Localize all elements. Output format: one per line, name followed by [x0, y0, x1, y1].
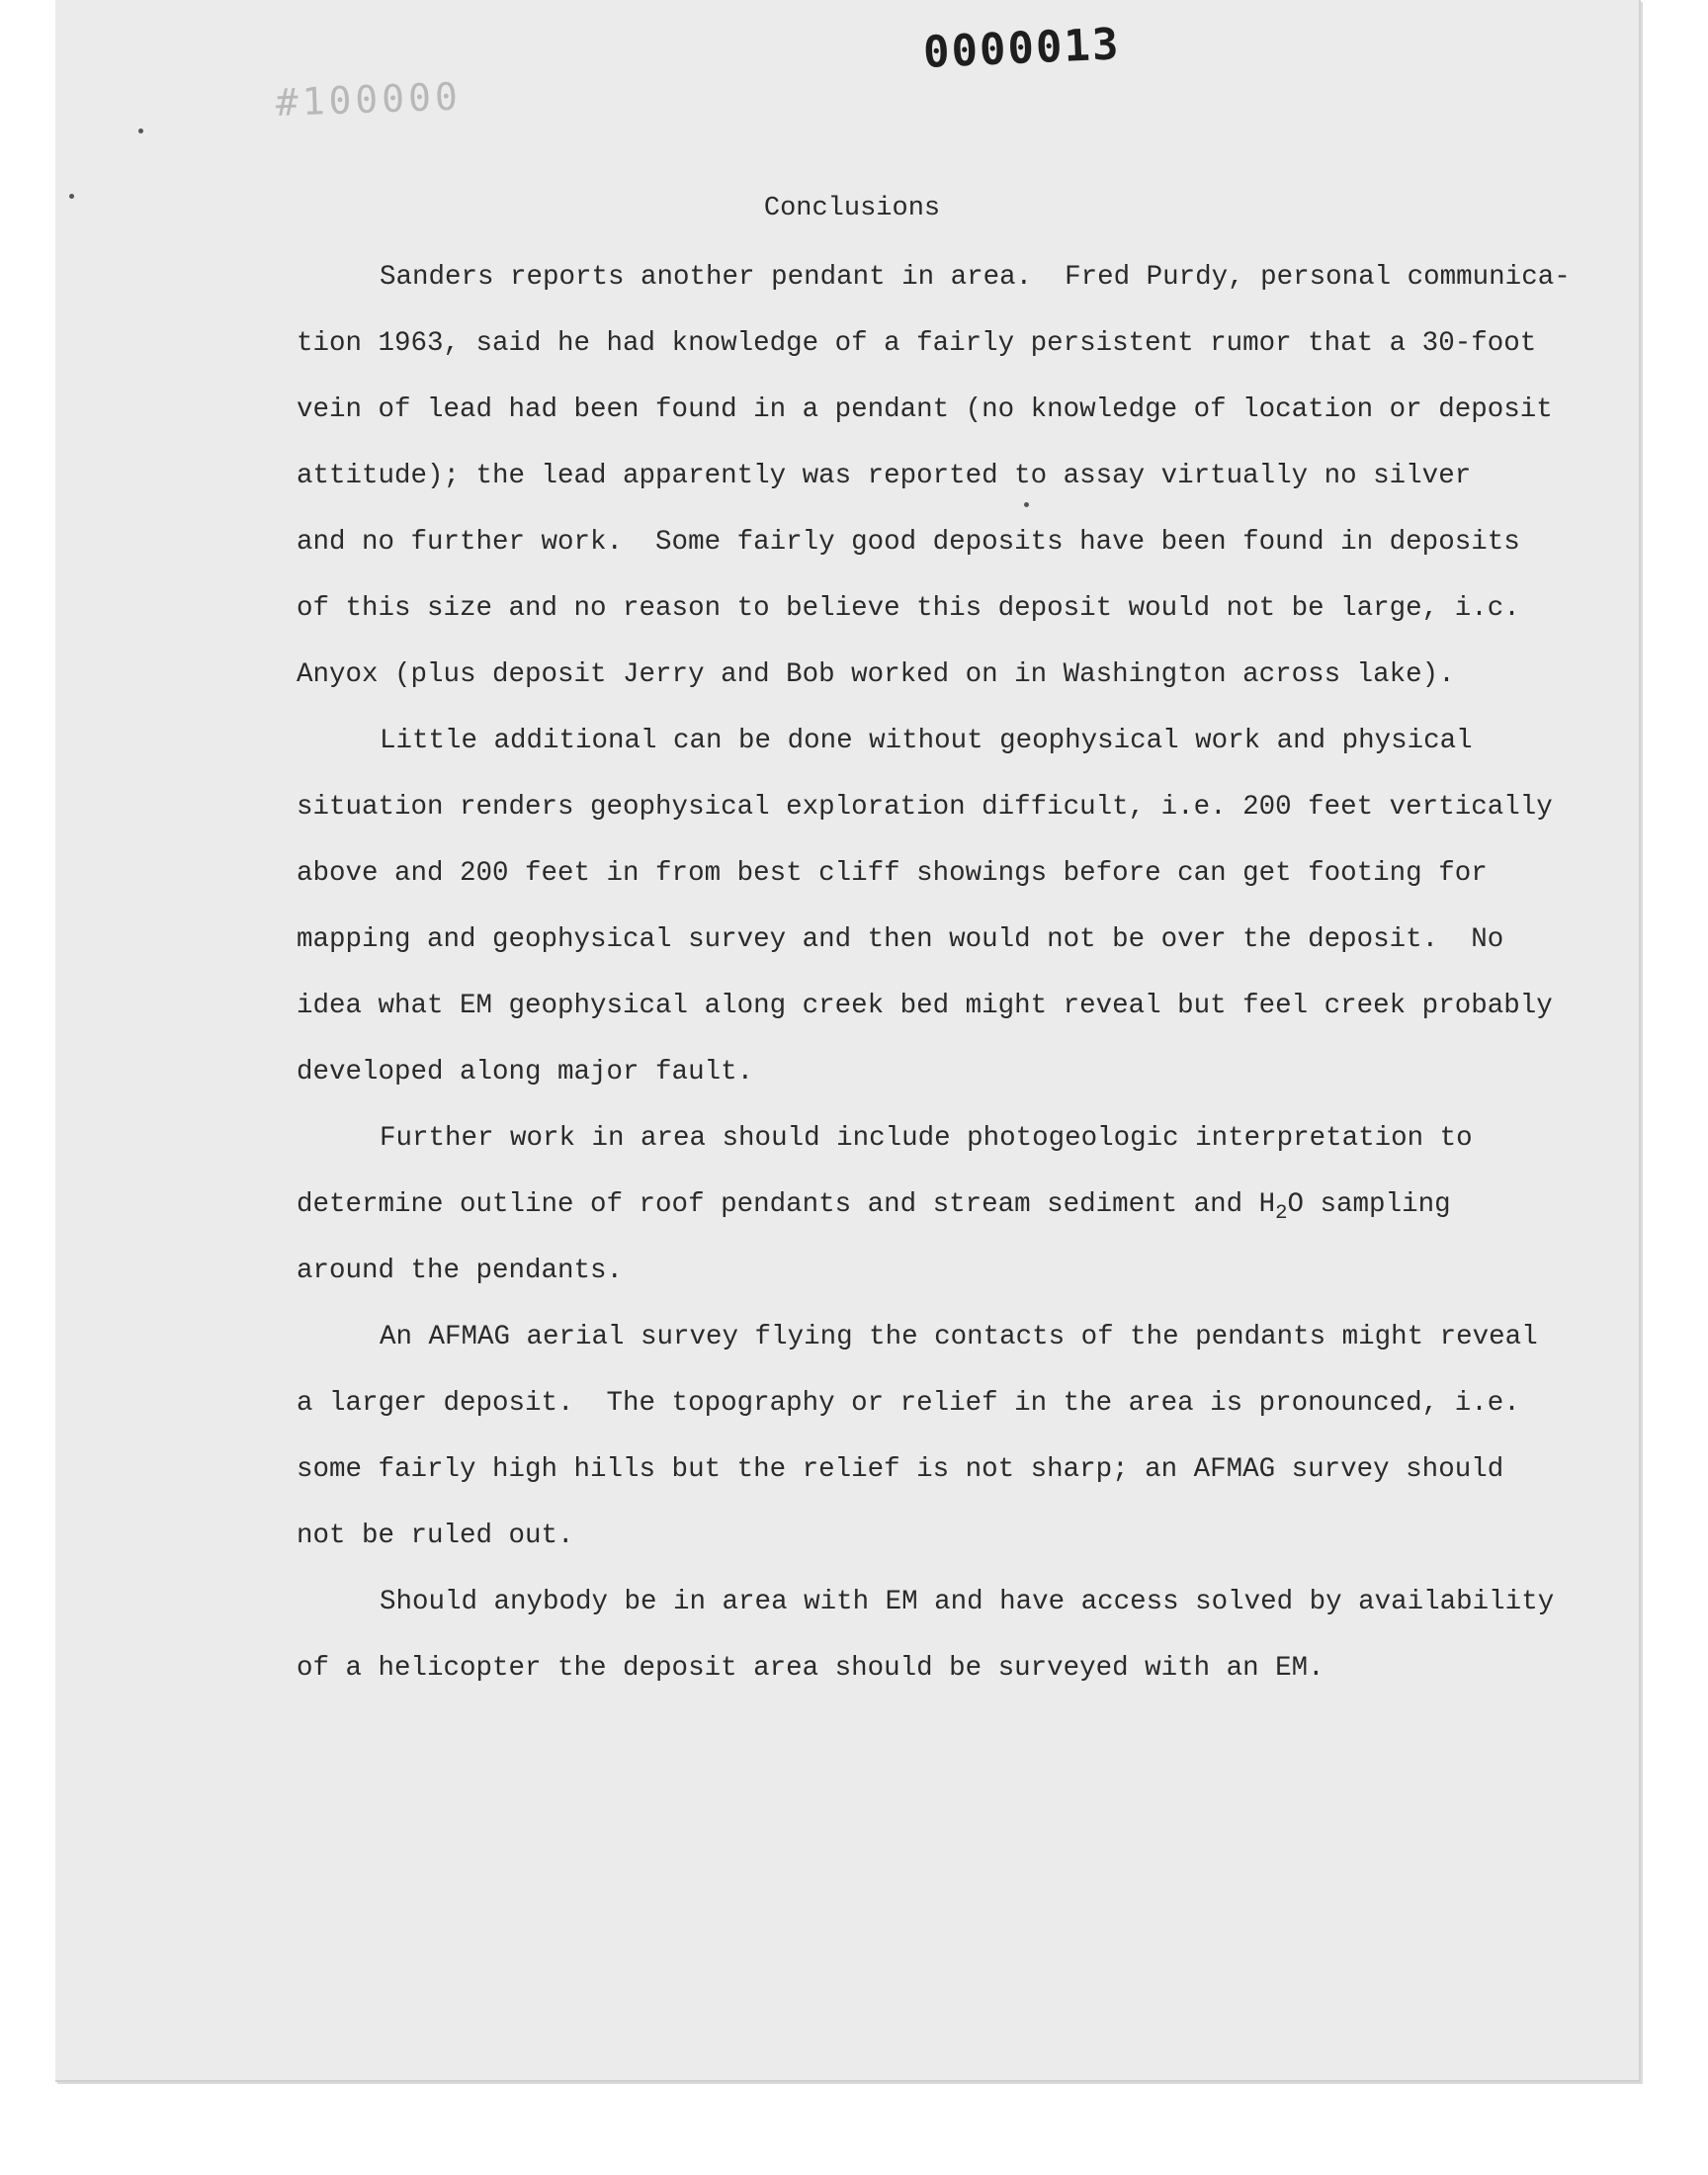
text-line: and no further work. Some fairly good deposits have been found in deposits [297, 527, 1520, 558]
text-line: An AFMAG aerial survey flying the contacts of the pendants might reveal [380, 1322, 1538, 1352]
text-line: a larger deposit. The topography or relief in the area is pronounced, i.e. [297, 1388, 1520, 1419]
text-line: attitude); the lead apparently was reported to assay virtually no silver [297, 461, 1472, 491]
document-page [55, 0, 1641, 2082]
page-title: Conclusions [763, 194, 941, 223]
text-line: above and 200 feet in from best cliff showings before can get footing for [297, 858, 1488, 889]
text-fragment: O sampling [1287, 1189, 1451, 1220]
text-line: Anyox (plus deposit Jerry and Bob worked on in Washington across lake). [297, 659, 1455, 690]
text-line: Little additional can be done without geophysical work and physical [380, 726, 1473, 756]
text-line: determine outline of roof pendants and stream sediment and $H_2O$ sampling [297, 1189, 1451, 1226]
text-line: Should anybody be in area with EM and have access solved by availability [380, 1587, 1555, 1617]
document-body [297, 256, 1601, 1713]
text-line: of this size and no reason to believe this deposit would not be large, i.c. [297, 593, 1520, 624]
scan-speck [138, 129, 143, 133]
subscript: 2 [1275, 1202, 1288, 1226]
text-line: idea what EM geophysical along creek bed might reveal but feel creek probably [297, 991, 1553, 1021]
text-line: some fairly high hills but the relief is not sharp; an AFMAG survey should [297, 1454, 1504, 1485]
text-line: of a helicopter the deposit area should be surveyed with an EM. [297, 1653, 1324, 1684]
text-line: situation renders geophysical exploration difficult, i.e. 200 feet vertically [297, 792, 1553, 823]
text-line: around the pendants. [297, 1256, 624, 1286]
text-line: vein of lead had been found in a pendant (no knowledge of location or deposit [297, 394, 1553, 425]
paragraph [297, 1581, 1601, 1713]
paragraph [297, 720, 1601, 1117]
paragraph [297, 256, 1601, 720]
text-line: Sanders reports another pendant in area. Fred Purdy, personal communica- [380, 262, 1571, 293]
text-line: Further work in area should include photogeologic interpretation to [380, 1123, 1473, 1154]
document-number-stamp: 0000013 [922, 19, 1122, 78]
paragraph [297, 1117, 1601, 1316]
text-line: tion 1963, said he had knowledge of a fairly persistent rumor that a 30-foot [297, 328, 1537, 359]
text-line: not be ruled out. [297, 1521, 574, 1551]
text-line: developed along major fault. [297, 1057, 754, 1088]
faint-number-stamp: #100000 [275, 74, 463, 125]
text-line: mapping and geophysical survey and then would not be over the deposit. No [297, 924, 1504, 955]
paragraph [297, 1316, 1601, 1581]
